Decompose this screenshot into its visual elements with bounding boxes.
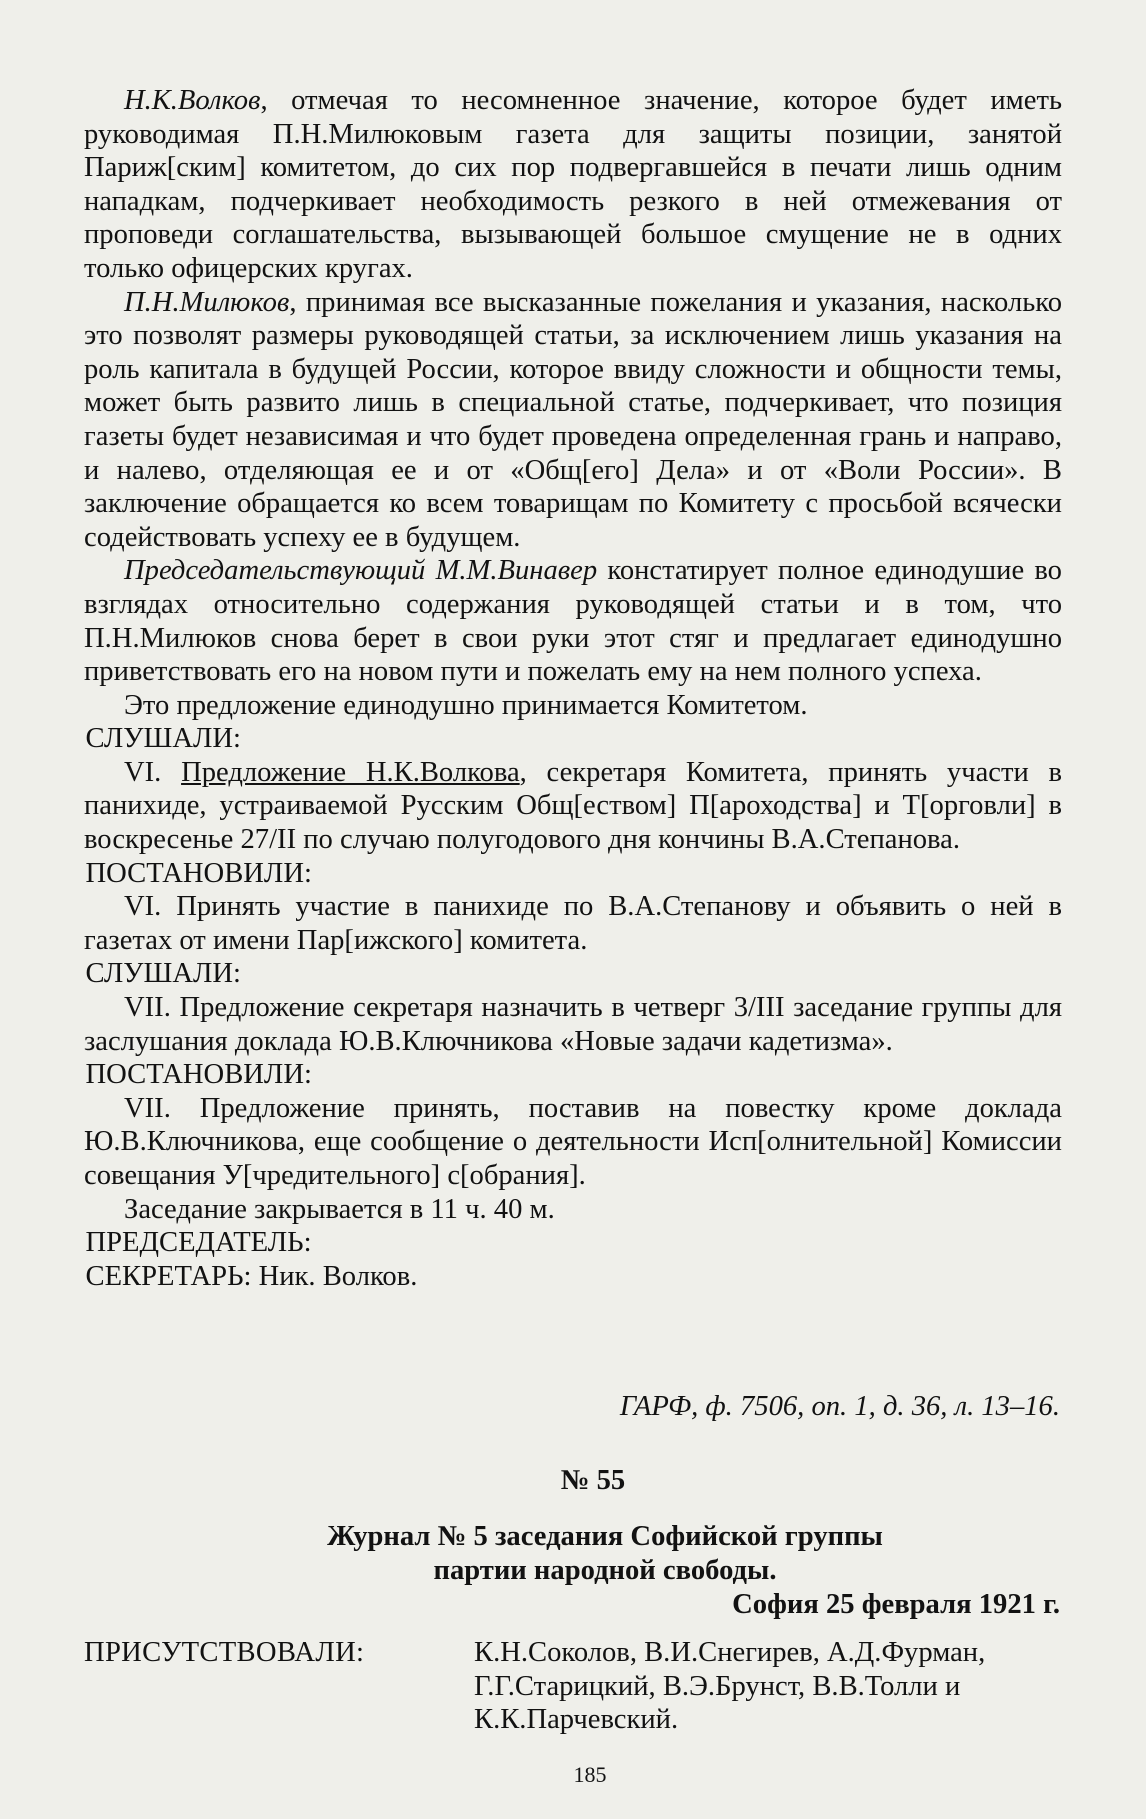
heading-resolved: ПОСТАНОВИЛИ:: [85, 1059, 312, 1091]
minutes-text: [84, 84, 1062, 1293]
heading-heard: СЛУШАЛИ:: [85, 958, 241, 990]
title-line: Журнал № 5 заседания Софийской группы: [327, 1521, 883, 1552]
title-line: партии народной свободы.: [433, 1555, 777, 1586]
paragraph-vinaver: [84, 554, 1062, 688]
paragraph-volkov: [84, 84, 1062, 286]
document-title: [200, 1520, 1010, 1588]
page-number: 185: [573, 1762, 607, 1787]
present-list: [474, 1636, 1062, 1737]
present-line: К.К.Парчевский.: [474, 1704, 679, 1736]
paragraph-resolution-6: VI. Принять участие в панихиде по В.А.Степанову и объявить о ней в газетах от имени Пар[ижского] комитета.: [84, 891, 1062, 956]
document-date: София 25 февраля 1921 г.: [732, 1589, 1060, 1620]
present-line: Г.Г.Старицкий, В.Э.Брунст, В.В.Толли и: [474, 1670, 961, 1702]
paragraph-resolution-7: VII. Предложение принять, поставив на повестку кроме доклада Ю.В.Ключникова, еще сообщение о деятельности Исп[олнительной] Комиссии совещания У[чредительного] с[обрания].: [84, 1092, 1062, 1191]
paragraph-milyukov: [84, 286, 1062, 555]
secretary-line: СЕКРЕТАРЬ: Ник. Волков.: [85, 1260, 418, 1292]
paragraph-text: , секретаря Комитета, принять участи в панихиде, устраиваемой Русским Общ[еством] П[ароходства] и Т[орговли] в воскресенье 27/II по случаю полугодового дня кончины В.А.Степанова.: [84, 756, 1063, 856]
underlined-text: Предложение Н.К.Волкова: [181, 756, 520, 788]
speaker-name: П.Н.Милюков: [124, 286, 290, 318]
paragraph-text: , принимая все высказанные пожелания и указания, насколько это позволят размеры руководящей статьи, за исключением лишь указания на роль капитала в будущей России, которое ввиду сложности и общности темы, может быть развито лишь в специальной статье, подчеркивает, что позиция газеты будет независимая и что будет проведена определенная грань и направо, и налево, отделяющая ее и от «Общ[его] Дела» и от «Воли России». В заключение обращается ко всем товарищам по Комитету с просьбой всячески содействовать успеху ее в будущем.: [84, 286, 1062, 553]
heading-heard: СЛУШАЛИ:: [85, 723, 241, 755]
chairman-line: ПРЕДСЕДАТЕЛЬ:: [85, 1227, 312, 1259]
paragraph-closing: Заседание закрывается в 11 ч. 40 м.: [124, 1193, 555, 1225]
present-line: К.Н.Соколов, В.И.Снегирев, А.Д.Фурман,: [474, 1637, 986, 1668]
archive-reference: ГАРФ, ф. 7506, оп. 1, д. 36, л. 13–16.: [619, 1391, 1060, 1422]
speaker-name: Председательствующий М.М.Винавер: [124, 555, 598, 587]
paragraph-item-6: [84, 756, 1062, 857]
document-number: № 55: [560, 1465, 626, 1496]
paragraph-item-7: VII. Предложение секретаря назначить в четверг 3/III заседание группы для заслушания доклада Ю.В.Ключникова «Новые задачи кадетизма».: [84, 992, 1062, 1057]
paragraph-accepted: Это предложение единодушно принимается Комитетом.: [124, 689, 808, 721]
paragraph-text: , отмечая то несомненное значение, которое будет иметь руководимая П.Н.Милюковым газета для защиты позиции, занятой Париж[ским] комитетом, до сих пор подвергавшейся в печати лишь одним нападкам, подчеркивает необходимость резкого в ней отмежевания от проповеди соглашательства, вызывающей большое смущение не в одних только офицерских кругах.: [84, 85, 1062, 284]
speaker-name: Н.К.Волков: [124, 85, 261, 116]
heading-resolved: ПОСТАНОВИЛИ:: [85, 857, 312, 889]
present-label: ПРИСУТСТВОВАЛИ:: [84, 1637, 365, 1668]
paragraph-text: констатирует полное единодушие во взглядах относительно содержания руководящей статьи и в том, что П.Н.Милюков снова берет в свои руки этот стяг и предлагает единодушно приветствовать его на новом пути и пожелать ему на нем полного успеха.: [84, 555, 1062, 688]
item-number: VI.: [124, 756, 182, 788]
